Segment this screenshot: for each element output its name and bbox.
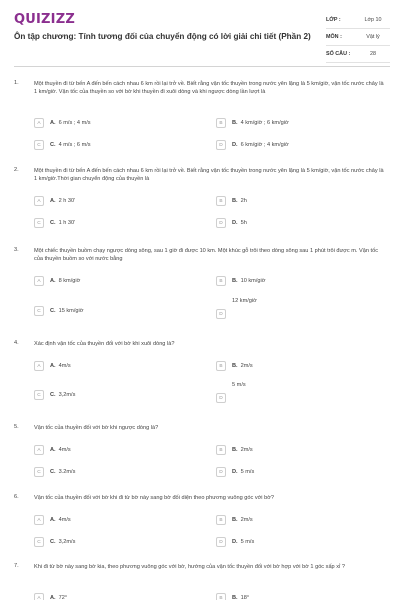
option-box[interactable]: C — [34, 306, 44, 316]
meta-value: 28 — [370, 51, 376, 57]
option-box[interactable]: A — [34, 445, 44, 455]
option-text: 6 m/s ; 4 m/s — [58, 120, 91, 126]
option-c[interactable] — [34, 216, 75, 230]
option-b[interactable] — [216, 116, 289, 130]
option-text: 8 km/giờ — [58, 278, 81, 284]
quizizz-logo: QUIZIZZ — [14, 12, 75, 27]
option-letter: C. — [50, 142, 56, 148]
option-letter: A. — [50, 595, 56, 600]
option-letter: A. — [50, 278, 56, 284]
option-d[interactable] — [216, 138, 289, 152]
option-box[interactable]: A — [34, 593, 44, 600]
option-box[interactable]: B — [216, 196, 226, 206]
question-text: Khi đi từ bờ này sang bờ kia, theo phương vuông góc với bờ, hướng của vận tốc thuyền đối với bờ hợp với bờ 1 góc xấp xỉ ? — [34, 564, 345, 570]
meta-row-grade — [326, 12, 390, 29]
meta-value: Lớp 10 — [364, 17, 382, 23]
option-c[interactable] — [34, 304, 83, 318]
option-text: 6 km/giờ ; 4 km/giờ — [240, 142, 289, 148]
option-letter: B. — [232, 447, 238, 453]
option-text: 2m/s — [240, 363, 253, 369]
option-text: 2 h 30' — [58, 198, 76, 204]
option-letter: A. — [50, 198, 56, 204]
option-box[interactable]: D — [216, 218, 226, 228]
question-number: 5. — [14, 424, 19, 430]
option-c[interactable] — [34, 465, 75, 479]
option-letter: A. — [50, 517, 56, 523]
option-b[interactable] — [216, 274, 265, 288]
option-box[interactable]: D — [216, 393, 226, 403]
meta-label: LỚP : — [326, 17, 341, 23]
worksheet-header — [0, 0, 400, 62]
question-number: 3. — [14, 247, 19, 253]
option-letter: B. — [232, 517, 238, 523]
option-text: 4 km/giờ ; 6 km/giờ — [240, 120, 289, 126]
meta-label: SỐ CÂU : — [326, 51, 351, 57]
question-text: Một thuyền đi từ bến A đến bến cách nhau 6 km rồi lại trở về. Biết rằng vận tốc thuyền trong nước yên lặng là 5 km/giờ, vận tốc nước chảy là 1 km/giờ.Thời gian chuyển động của thuyền là — [34, 168, 384, 183]
worksheet-title: Ôn tập chương: Tính tương đối của chuyển động có lời giải chi tiết (Phần 2) — [14, 32, 311, 41]
header-divider — [14, 66, 390, 67]
option-b[interactable] — [216, 359, 253, 373]
option-a[interactable] — [34, 116, 91, 130]
option-text: 3,2m/s — [58, 539, 76, 545]
question-text: Một chiếc thuyền buồm chạy ngược dòng sông, sau 1 giờ đi được 10 km. Một khúc gỗ trôi theo dòng sông sau 1 phút trôi được m. Vận tốc của thuyền buồm so với nước bằng — [34, 248, 379, 263]
option-b[interactable] — [216, 513, 253, 527]
option-letter: B. — [232, 198, 238, 204]
option-a[interactable] — [34, 591, 67, 600]
option-text: 18° — [240, 595, 250, 600]
option-box[interactable]: D — [216, 537, 226, 547]
option-text: 2m/s — [240, 517, 253, 523]
option-text: 4m/s — [58, 517, 71, 523]
option-d[interactable] — [216, 382, 376, 403]
option-c[interactable] — [34, 138, 91, 152]
option-letter: A. — [50, 447, 56, 453]
option-d[interactable] — [216, 535, 254, 549]
option-box[interactable]: C — [34, 140, 44, 150]
option-box[interactable]: B — [216, 445, 226, 455]
option-box[interactable]: B — [216, 361, 226, 371]
option-a[interactable] — [34, 194, 75, 208]
option-box[interactable]: A — [34, 361, 44, 371]
meta-row-count — [326, 46, 390, 63]
option-letter: C. — [50, 392, 56, 398]
option-a[interactable] — [34, 359, 71, 373]
option-box[interactable]: C — [34, 537, 44, 547]
option-text: 3.2m/s — [58, 469, 76, 475]
option-letter: B. — [232, 595, 238, 600]
option-letter: C. — [50, 469, 56, 475]
option-box[interactable]: A — [34, 196, 44, 206]
meta-value: Vật lý — [366, 34, 380, 40]
option-letter: D. — [232, 539, 238, 545]
meta-row-subject — [326, 29, 390, 46]
question-text: Vận tốc của thuyền đối với bờ khi ngược dòng là? — [34, 425, 159, 431]
question-number: 4. — [14, 340, 19, 346]
option-box[interactable]: D — [216, 467, 226, 477]
option-text: 5 m/s — [240, 539, 255, 545]
option-text: 4 m/s ; 6 m/s — [58, 142, 91, 148]
option-text: 3,2m/s — [58, 392, 76, 398]
option-text: 4m/s — [58, 447, 71, 453]
option-letter: C. — [50, 308, 56, 314]
question-number: 6. — [14, 494, 19, 500]
option-box[interactable]: C — [34, 467, 44, 477]
option-letter: A. — [50, 120, 56, 126]
option-b[interactable] — [216, 194, 247, 208]
option-d[interactable] — [216, 298, 376, 319]
option-box[interactable]: A — [34, 276, 44, 286]
option-box[interactable]: B — [216, 593, 226, 600]
option-text: 10 km/giờ — [240, 278, 266, 284]
option-box[interactable]: B — [216, 276, 226, 286]
option-d[interactable] — [216, 216, 247, 230]
option-letter: C. — [50, 539, 56, 545]
option-box[interactable]: A — [34, 515, 44, 525]
option-b[interactable] — [216, 443, 253, 457]
option-text: 2h — [240, 198, 247, 204]
question-text: Xác định vận tốc của thuyền đối với bờ khi xuôi dòng là? — [34, 341, 175, 347]
option-letter: B. — [232, 363, 238, 369]
option-box[interactable]: C — [34, 390, 44, 400]
question-number: 2. — [14, 167, 19, 173]
option-text: 15 km/giờ — [58, 308, 84, 314]
option-a[interactable] — [34, 443, 71, 457]
worksheet-meta — [326, 12, 390, 63]
option-text: 2m/s — [240, 447, 253, 453]
option-box[interactable]: D — [216, 140, 226, 150]
option-a[interactable] — [34, 274, 80, 288]
option-letter: C. — [50, 220, 56, 226]
option-letter: D. — [232, 469, 238, 475]
option-text: 5 m/s — [232, 382, 246, 388]
option-box[interactable]: D — [216, 309, 226, 319]
option-letter: D. — [232, 220, 238, 226]
option-a[interactable] — [34, 513, 71, 527]
option-text: 1 h 30' — [58, 220, 76, 226]
option-text: 5 m/s — [240, 469, 255, 475]
option-letter: B. — [232, 278, 238, 284]
option-text: 12 km/giờ — [232, 298, 257, 304]
option-box[interactable]: A — [34, 118, 44, 128]
option-c[interactable] — [34, 535, 75, 549]
question-number: 7. — [14, 563, 19, 569]
option-b[interactable] — [216, 591, 249, 600]
question-text: Một thuyền đi từ bến A đến bến cách nhau 6 km rồi lại trở về. Biết rằng vận tốc thuyền trong nước yên lặng là 5 km/giờ, vận tốc nước chảy là 1 km/giờ. Vận tốc của thuyền so với bờ khi thuyền đi xuôi dòng và khi ngược dòng lần lượt là — [34, 81, 384, 96]
question-number: 1. — [14, 80, 19, 86]
option-letter: B. — [232, 120, 238, 126]
option-text: 5h — [240, 220, 247, 226]
option-text: 4m/s — [58, 363, 71, 369]
option-box[interactable]: B — [216, 515, 226, 525]
meta-label: MÔN : — [326, 34, 342, 40]
option-text: 72° — [58, 595, 68, 600]
option-box[interactable]: B — [216, 118, 226, 128]
option-d[interactable] — [216, 465, 254, 479]
option-c[interactable] — [34, 388, 75, 402]
option-letter: A. — [50, 363, 56, 369]
question-text: Vận tốc của thuyền đối với bờ khi đi từ bờ này sang bờ đối diện theo phương vuông góc với bờ? — [34, 495, 274, 501]
option-box[interactable]: C — [34, 218, 44, 228]
option-letter: D. — [232, 142, 238, 148]
